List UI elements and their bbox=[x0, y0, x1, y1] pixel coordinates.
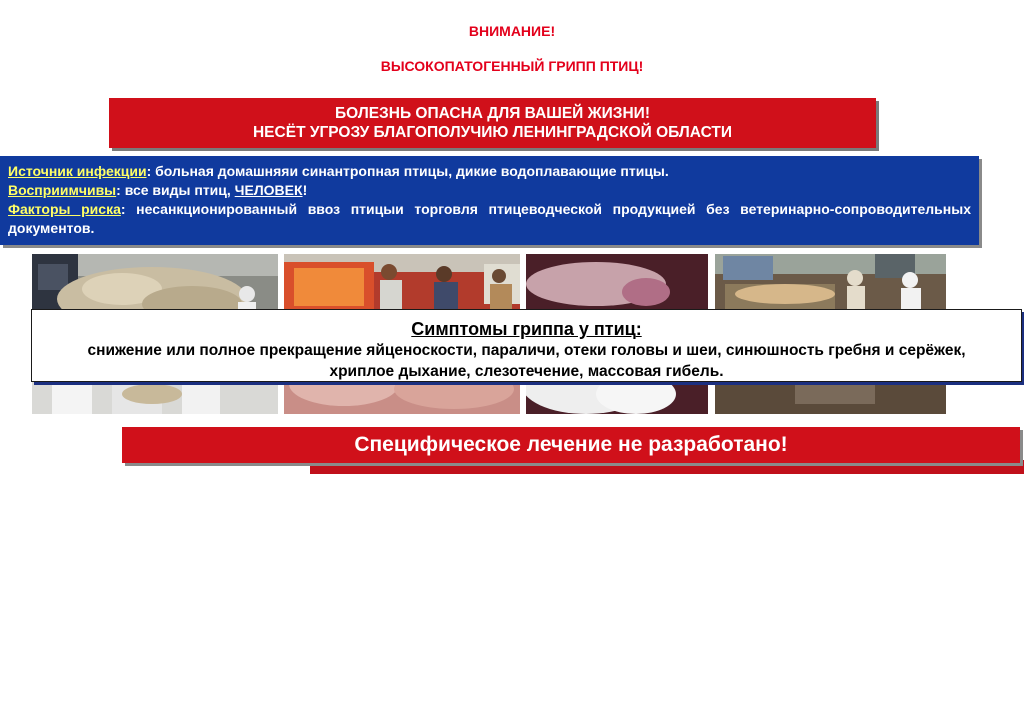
treatment-banner: Специфическое лечение не разработано! bbox=[122, 427, 1020, 463]
susceptible-line bbox=[8, 181, 971, 200]
susceptible-label: Восприимчивы bbox=[8, 182, 117, 198]
source-line bbox=[8, 162, 971, 181]
symptoms-text: снижение или полное прекращение яйценоскости, параличи, отеки головы и шеи, синюшность гребня и серёжек, хриплое дыхание, слезотечение, массовая гибель. bbox=[87, 342, 966, 380]
symptoms-title-colon: : bbox=[635, 319, 642, 339]
susceptible-end: ! bbox=[302, 182, 308, 198]
susceptible-text: : все виды птиц, bbox=[116, 182, 235, 198]
danger-banner bbox=[109, 98, 876, 148]
danger-line-1: БОЛЕЗНЬ ОПАСНА ДЛЯ ВАШЕЙ ЖИЗНИ! bbox=[335, 105, 650, 122]
symptoms-title: Симптомы гриппа у птиц bbox=[411, 319, 636, 339]
risk-text: : несанкционированный ввоз птицыи торговля птицеводческой продукцией без ветеринарно-сопроводительных документов. bbox=[8, 201, 971, 236]
symptoms-title-line bbox=[32, 318, 1021, 340]
danger-line-2: НЕСЁТ УГРОЗУ БЛАГОПОЛУЧИЮ ЛЕНИНГРАДСКОЙ ОБЛАСТИ bbox=[252, 124, 733, 141]
human-label: ЧЕЛОВЕК bbox=[234, 182, 303, 198]
attention-heading: ВНИМАНИЕ! bbox=[468, 23, 556, 39]
source-label: Источник инфекции bbox=[8, 163, 147, 179]
infection-info-box bbox=[0, 156, 979, 245]
source-text: : больная домашняяи синантропная птицы, дикие водоплавающие птицы. bbox=[146, 163, 669, 179]
symptoms-box bbox=[31, 309, 1022, 382]
risk-label: Факторы риска bbox=[8, 201, 121, 217]
disease-heading: ВЫСОКОПАТОГЕННЫЙ ГРИПП ПТИЦ! bbox=[380, 58, 644, 74]
risk-line bbox=[8, 200, 971, 238]
